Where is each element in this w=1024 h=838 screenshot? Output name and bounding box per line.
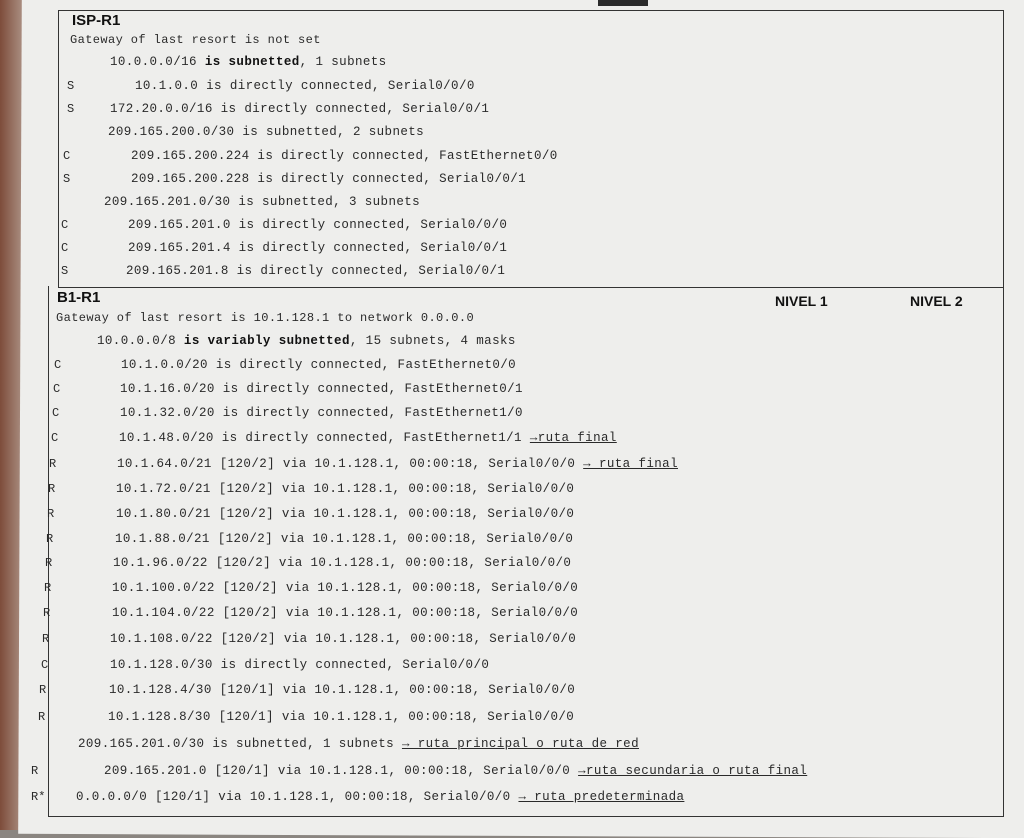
isp-route-line <box>131 172 526 186</box>
route-emphasis: is subnetted <box>204 55 300 69</box>
b1-route-line <box>120 382 523 396</box>
b1-route-line <box>97 334 516 348</box>
b1-route-line <box>112 581 578 595</box>
route-text: 209.165.201.0 is directly connected, Serial0/0/0 <box>128 218 508 232</box>
isp-route-line <box>131 149 558 163</box>
handwritten-annotation: →ruta secundaria o ruta final <box>578 764 808 778</box>
isp-route-line <box>108 125 424 139</box>
isp-title: ISP-R1 <box>72 12 121 29</box>
route-text: 10.1.108.0/22 [120/2] via 10.1.128.1, 00:00:18, Serial0/0/0 <box>110 632 577 646</box>
route-text: 10.0.0.0/16 <box>110 55 205 69</box>
b1-route-code: C <box>51 431 59 445</box>
isp-route-line <box>110 55 387 69</box>
b1-route-line <box>113 556 571 570</box>
isp-route-code: S <box>63 172 71 186</box>
route-text: 209.165.200.228 is directly connected, Serial0/0/1 <box>131 172 527 186</box>
b1-route-code: R <box>49 457 57 471</box>
isp-route-line <box>104 195 420 209</box>
route-text: 10.1.16.0/20 is directly connected, FastEthernet0/1 <box>120 382 523 396</box>
route-text: 10.1.128.0/30 is directly connected, Serial0/0/0 <box>110 658 490 672</box>
b1-route-line <box>104 764 807 778</box>
route-text: 10.1.104.0/22 [120/2] via 10.1.128.1, 00:00:18, Serial0/0/0 <box>112 606 579 620</box>
isp-route-line <box>110 102 489 116</box>
b1-route-line <box>117 457 678 471</box>
isp-route-line <box>135 79 475 93</box>
route-text: 10.1.128.8/30 [120/1] via 10.1.128.1, 00:00:18, Serial0/0/0 <box>108 710 575 724</box>
b1-route-code: R <box>45 556 53 570</box>
b1-route-code: C <box>41 658 49 672</box>
b1-route-code: C <box>52 406 60 420</box>
b1-route-line <box>76 790 684 804</box>
route-text-tail: , 1 subnets <box>299 55 387 69</box>
handwritten-annotation: →ruta final <box>529 431 617 445</box>
b1-route-line <box>109 683 575 697</box>
handwritten-annotation: → ruta predeterminada <box>518 790 685 804</box>
b1-route-line <box>116 507 574 521</box>
isp-route-code: C <box>61 241 69 255</box>
b1-route-code: C <box>54 358 62 372</box>
b1-route-code: R <box>39 683 47 697</box>
b1-title: B1-R1 <box>57 289 101 306</box>
b1-route-line <box>120 406 523 420</box>
route-text: 10.1.128.4/30 [120/1] via 10.1.128.1, 00:00:18, Serial0/0/0 <box>109 683 576 697</box>
route-text: 209.165.200.0/30 is subnetted, 2 subnets <box>108 125 425 139</box>
route-text: 209.165.201.0/30 is subnetted, 3 subnets <box>104 195 421 209</box>
isp-route-code: S <box>67 102 75 116</box>
route-text: 10.1.88.0/21 [120/2] via 10.1.128.1, 00:00:18, Serial0/0/0 <box>115 532 574 546</box>
route-text: 10.1.48.0/20 is directly connected, FastEthernet1/1 <box>119 431 530 445</box>
route-text: 209.165.201.4 is directly connected, Serial0/0/1 <box>128 241 508 255</box>
route-text: 10.1.100.0/22 [120/2] via 10.1.128.1, 00:00:18, Serial0/0/0 <box>112 581 579 595</box>
b1-route-line <box>110 658 489 672</box>
b1-route-line <box>119 431 617 445</box>
route-text: 10.1.72.0/21 [120/2] via 10.1.128.1, 00:00:18, Serial0/0/0 <box>116 482 575 496</box>
route-text: 172.20.0.0/16 is directly connected, Serial0/0/1 <box>110 102 490 116</box>
isp-route-line <box>128 218 507 232</box>
b1-route-line <box>115 532 573 546</box>
route-text: 10.1.32.0/20 is directly connected, FastEthernet1/0 <box>120 406 523 420</box>
route-text: 10.1.80.0/21 [120/2] via 10.1.128.1, 00:00:18, Serial0/0/0 <box>116 507 575 521</box>
handwritten-annotation: → ruta final <box>583 457 678 471</box>
route-text: 10.1.0.0 is directly connected, Serial0/0/0 <box>135 79 475 93</box>
b1-route-code: R <box>46 532 54 546</box>
isp-route-code: S <box>61 264 69 278</box>
b1-route-code: R <box>31 764 39 778</box>
b1-route-code: R <box>48 482 56 496</box>
route-text: 10.1.64.0/21 [120/2] via 10.1.128.1, 00:00:18, Serial0/0/0 <box>117 457 584 471</box>
b1-route-code: C <box>53 382 61 396</box>
nivel-1-label: NIVEL 1 <box>775 293 828 309</box>
isp-gateway: Gateway of last resort is not set <box>70 33 321 47</box>
b1-route-line <box>116 482 574 496</box>
isp-route-line <box>128 241 507 255</box>
route-text: 10.1.96.0/22 [120/2] via 10.1.128.1, 00:00:18, Serial0/0/0 <box>113 556 572 570</box>
route-text: 209.165.200.224 is directly connected, FastEthernet0/0 <box>131 149 558 163</box>
route-text: 10.0.0.0/8 <box>97 334 184 348</box>
b1-route-code: R <box>43 606 51 620</box>
route-text: 10.1.0.0/20 is directly connected, FastEthernet0/0 <box>121 358 517 372</box>
b1-route-line <box>112 606 578 620</box>
route-text-tail: , 15 subnets, 4 masks <box>349 334 516 348</box>
isp-route-code: C <box>63 149 71 163</box>
isp-route-line <box>126 264 505 278</box>
b1-route-line <box>108 710 574 724</box>
route-emphasis: is variably subnetted <box>183 334 350 348</box>
b1-route-code: R* <box>31 790 46 804</box>
b1-route-code: R <box>47 507 55 521</box>
b1-route-code: R <box>44 581 52 595</box>
isp-route-code: C <box>61 218 69 232</box>
isp-route-code: S <box>67 79 75 93</box>
b1-route-line <box>110 632 576 646</box>
b1-route-line <box>78 737 639 751</box>
b1-route-code: R <box>38 710 46 724</box>
b1-route-code: R <box>42 632 50 646</box>
b1-route-line <box>121 358 516 372</box>
route-text: 0.0.0.0/0 [120/1] via 10.1.128.1, 00:00:18, Serial0/0/0 <box>76 790 519 804</box>
binder-tab <box>598 0 648 6</box>
nivel-2-label: NIVEL 2 <box>910 293 963 309</box>
route-text: 209.165.201.0/30 is subnetted, 1 subnets <box>78 737 402 751</box>
route-text: 209.165.201.0 [120/1] via 10.1.128.1, 00:00:18, Serial0/0/0 <box>104 764 579 778</box>
b1-gateway: Gateway of last resort is 10.1.128.1 to network 0.0.0.0 <box>56 311 475 325</box>
route-text: 209.165.201.8 is directly connected, Serial0/0/1 <box>126 264 506 278</box>
handwritten-annotation: → ruta principal o ruta de red <box>401 737 639 751</box>
